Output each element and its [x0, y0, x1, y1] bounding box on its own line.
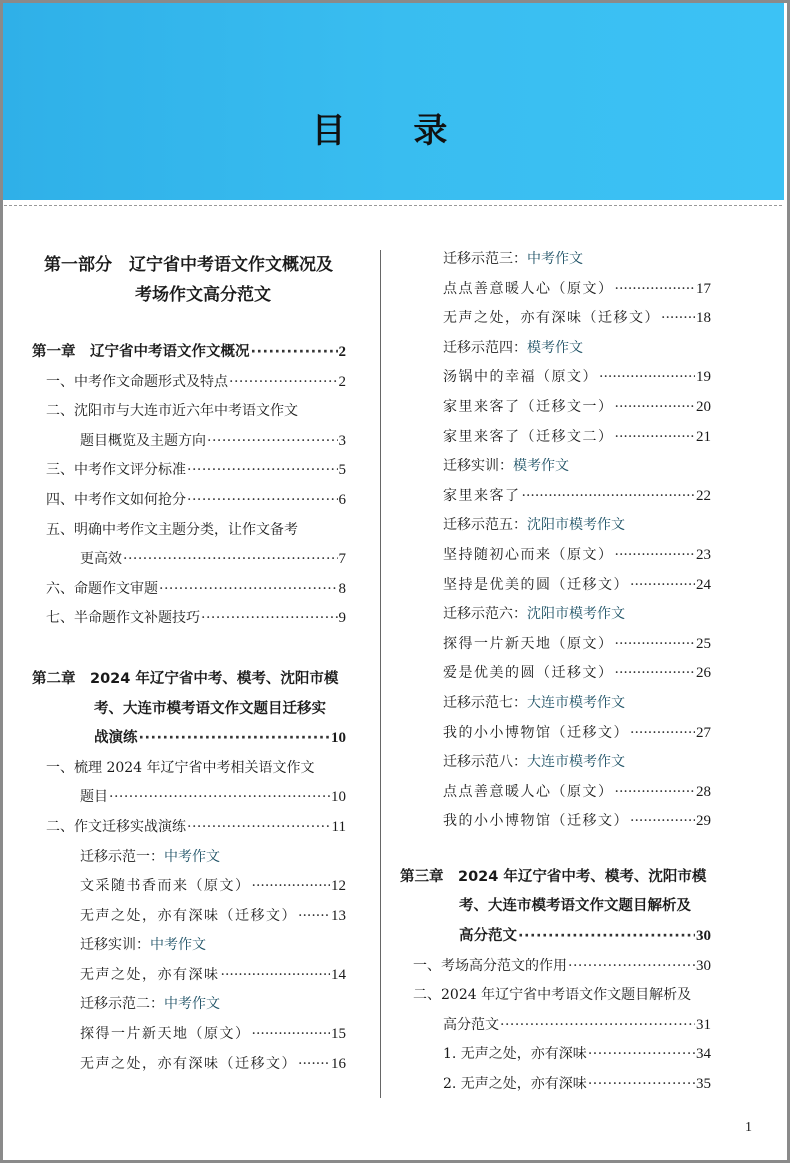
toc-entry-label — [443, 748, 625, 778]
toc-page-number: 10 — [331, 789, 346, 806]
toc-page-number: 9 — [338, 610, 346, 627]
toc-entry[interactable] — [32, 604, 346, 634]
toc-section-heading — [400, 600, 711, 630]
toc-entry[interactable] — [32, 1020, 346, 1050]
toc-entry-label: 无声之处，亦有深味（迁移文） — [80, 1055, 297, 1072]
dot-leader — [615, 393, 696, 423]
dot-leader — [298, 902, 330, 932]
dot-leader — [159, 575, 338, 605]
dot-leader — [251, 338, 338, 368]
dot-leader — [518, 922, 695, 952]
toc-page-number: 15 — [331, 1026, 346, 1043]
dot-leader — [201, 604, 338, 634]
toc-page-number: 8 — [338, 580, 346, 597]
dot-leader — [252, 872, 331, 902]
toc-page-number: 13 — [331, 907, 346, 924]
toc-page-number: 31 — [696, 1016, 711, 1033]
toc-page-number: 34 — [696, 1046, 711, 1063]
toc-entry-label: 考、大连市模考语文作文题目迁移实 — [94, 700, 326, 717]
dot-leader — [588, 1040, 695, 1070]
toc-section-title: 沈阳市模考作文 — [527, 517, 625, 534]
toc-section-prefix: 迁移示范八： — [443, 754, 527, 771]
toc-entry[interactable] — [32, 872, 346, 902]
toc-entry-label: 我的小小博物馆（迁移文） — [443, 724, 629, 741]
dot-leader — [630, 719, 695, 749]
toc-entry-label — [443, 600, 625, 630]
toc-part-heading — [32, 250, 346, 280]
toc-entry-label: 无声之处，亦有深味 — [80, 966, 220, 983]
toc-entry[interactable] — [32, 961, 346, 991]
page-number: 1 — [745, 1120, 752, 1135]
dot-leader — [568, 952, 695, 982]
toc-section-title: 模考作文 — [513, 458, 569, 475]
toc-entry[interactable] — [400, 659, 711, 689]
toc-left-column — [32, 250, 346, 1079]
toc-entry-label: 文采随书香而来（原文） — [80, 878, 251, 895]
toc-section-prefix: 迁移示范四： — [443, 339, 527, 356]
toc-section-title: 中考作文 — [150, 937, 206, 954]
toc-page-number: 18 — [696, 310, 711, 327]
dot-leader — [123, 545, 338, 575]
dot-leader — [615, 275, 696, 305]
toc-page-number: 30 — [696, 928, 711, 945]
toc-page-number: 10 — [331, 730, 346, 747]
column-divider — [380, 250, 381, 1098]
toc-page-number: 22 — [696, 487, 711, 504]
toc-entry[interactable] — [400, 363, 711, 393]
toc-entry — [400, 863, 711, 893]
toc-entry[interactable] — [32, 575, 346, 605]
toc-page-number: 35 — [696, 1076, 711, 1093]
toc-entry — [32, 665, 346, 695]
toc-section-title: 沈阳市模考作文 — [527, 606, 625, 623]
toc-entry-label: 家里来客了（迁移文二） — [443, 428, 614, 445]
toc-entry[interactable] — [400, 541, 711, 571]
toc-entry[interactable] — [400, 393, 711, 423]
toc-section-prefix: 迁移示范六： — [443, 606, 527, 623]
dashed-divider — [4, 205, 782, 206]
toc-section-heading — [32, 843, 346, 873]
toc-entry-label: 六、命题作文审题 — [46, 580, 158, 597]
dot-leader — [615, 778, 696, 808]
toc-entry-label: 二、作文迁移实战演练 — [46, 818, 186, 835]
toc-page-number: 5 — [338, 462, 346, 479]
dot-leader — [588, 1070, 695, 1100]
toc-entry-label: 1. 无声之处，亦有深味 — [443, 1046, 587, 1063]
toc-entry-label — [80, 843, 220, 873]
toc-entry[interactable] — [400, 952, 711, 982]
toc-entry-label: 2. 无声之处，亦有深味 — [443, 1076, 587, 1093]
toc-entry-label: 坚持随初心而来（原文） — [443, 546, 614, 563]
toc-section-heading — [400, 452, 711, 482]
page-title: 目 录 — [311, 111, 476, 151]
toc-entry-label — [443, 452, 569, 482]
dot-leader — [615, 630, 696, 660]
dot-leader — [207, 427, 338, 457]
dot-leader — [615, 423, 696, 453]
toc-entry-label: 无声之处，亦有深味（迁移文） — [443, 310, 660, 327]
toc-entry-label — [80, 990, 220, 1020]
toc-entry — [32, 397, 346, 427]
toc-page-number: 16 — [331, 1055, 346, 1072]
toc-page-number: 23 — [696, 546, 711, 563]
toc-page-number: 2 — [338, 344, 346, 360]
toc-entry — [32, 754, 346, 784]
toc-entry[interactable] — [400, 275, 711, 305]
dot-leader — [630, 571, 695, 601]
toc-entry-label: 二、沈阳市与大连市近六年中考语文作文 — [46, 403, 298, 420]
toc-section-prefix: 迁移示范三： — [443, 251, 527, 267]
toc-entry[interactable] — [400, 423, 711, 453]
toc-entry[interactable] — [32, 545, 346, 575]
toc-entry[interactable] — [32, 368, 346, 398]
toc-entry-label: 第一章 辽宁省中考语文作文概况 — [32, 344, 250, 360]
toc-page-number: 6 — [338, 491, 346, 508]
toc-entry[interactable] — [32, 1050, 346, 1080]
toc-section-heading — [400, 245, 711, 275]
dot-leader — [661, 304, 695, 334]
toc-section-prefix: 迁移示范七： — [443, 694, 527, 711]
toc-page-number: 2 — [338, 373, 346, 390]
toc-section-title: 中考作文 — [164, 848, 220, 865]
toc-page-number: 30 — [696, 957, 711, 974]
toc-entry-label — [443, 245, 583, 275]
dot-leader — [500, 1011, 695, 1041]
toc-page-number: 29 — [696, 813, 711, 830]
toc-entry[interactable] — [400, 482, 711, 512]
toc-entry — [400, 892, 711, 922]
toc-entry[interactable] — [400, 630, 711, 660]
toc-entry[interactable] — [32, 338, 346, 368]
toc-entry-label: 高分范文 — [443, 1016, 499, 1033]
toc-entry-label: 第一部分 辽宁省中考语文作文概况及 — [44, 255, 333, 275]
toc-entry-label: 题目概览及主题方向 — [80, 432, 206, 449]
toc-entry-label: 考场作文高分范文 — [135, 285, 271, 305]
toc-entry-label: 家里来客了 — [443, 487, 521, 504]
toc-entry[interactable] — [32, 486, 346, 516]
toc-entry-label: 更高效 — [80, 551, 122, 568]
toc-section-title: 大连市模考作文 — [527, 694, 625, 711]
toc-section-heading — [32, 990, 346, 1020]
dot-leader — [252, 1020, 331, 1050]
toc-section-prefix: 迁移实训： — [80, 937, 150, 954]
toc-entry[interactable] — [400, 922, 711, 952]
dot-leader — [187, 486, 338, 516]
toc-page-number: 11 — [331, 818, 346, 835]
toc-section-prefix: 迁移示范二： — [80, 996, 164, 1013]
toc-entry-label: 点点善意暖人心（原文） — [443, 783, 614, 800]
toc-entry — [32, 695, 346, 725]
toc-page-number: 26 — [696, 665, 711, 682]
toc-page-number: 28 — [696, 783, 711, 800]
toc-page-number: 20 — [696, 398, 711, 415]
toc-entry-label: 题目 — [80, 789, 108, 806]
toc-entry-label: 一、梳理 2024 年辽宁省中考相关语文作文 — [46, 759, 315, 776]
toc-entry-label: 四、中考作文如何抢分 — [46, 491, 186, 508]
toc-entry[interactable] — [32, 427, 346, 457]
toc-entry[interactable] — [400, 807, 711, 837]
toc-page-number: 21 — [696, 428, 711, 445]
toc-section-heading — [400, 689, 711, 719]
toc-page-number: 17 — [696, 280, 711, 297]
toc-entry-label: 探得一片新天地（原文） — [80, 1026, 251, 1043]
toc-section-prefix: 迁移实训： — [443, 458, 513, 475]
toc-entry[interactable] — [400, 719, 711, 749]
dot-leader — [187, 456, 338, 486]
dot-leader — [139, 724, 331, 754]
toc-entry-label: 战演练 — [94, 730, 138, 747]
toc-entry-label: 探得一片新天地（原文） — [443, 635, 614, 652]
toc-entry[interactable] — [32, 456, 346, 486]
toc-entry-label: 点点善意暖人心（原文） — [443, 280, 614, 297]
toc-entry-label: 我的小小博物馆（迁移文） — [443, 813, 629, 830]
toc-entry[interactable] — [32, 902, 346, 932]
toc-entry-label: 五、明确中考作文主题分类，让作文备考 — [46, 521, 298, 538]
toc-right-column — [400, 245, 711, 1100]
toc-entry-label — [443, 334, 583, 364]
toc-entry[interactable] — [400, 778, 711, 808]
dot-leader — [298, 1050, 330, 1080]
toc-entry[interactable] — [32, 813, 346, 843]
toc-section-title: 中考作文 — [527, 251, 583, 267]
toc-entry-label: 一、考场高分范文的作用 — [413, 957, 567, 974]
toc-entry[interactable] — [400, 1011, 711, 1041]
toc-entry-label — [443, 511, 625, 541]
toc-section-heading — [400, 334, 711, 364]
toc-page-number: 24 — [696, 576, 711, 593]
toc-entry-label — [443, 689, 625, 719]
dot-leader — [615, 541, 696, 571]
toc-entry-label: 家里来客了（迁移文一） — [443, 398, 614, 415]
dot-leader — [109, 783, 330, 813]
toc-section-title: 模考作文 — [527, 339, 583, 356]
toc-section-heading — [400, 748, 711, 778]
toc-section-prefix: 迁移示范五： — [443, 517, 527, 534]
toc-part-heading — [32, 280, 346, 310]
toc-entry-label: 第二章 2024 年辽宁省中考、模考、沈阳市模 — [32, 670, 339, 687]
toc-entry-label: 考、大连市模考语文作文题目解析及 — [459, 898, 691, 915]
toc-section-title: 中考作文 — [164, 996, 220, 1013]
toc-page-number: 19 — [696, 369, 711, 386]
dot-leader — [522, 482, 696, 512]
toc-entry[interactable] — [400, 1040, 711, 1070]
dot-leader — [229, 368, 338, 398]
toc-entry-label: 七、半命题作文补题技巧 — [46, 610, 200, 627]
toc-entry[interactable] — [400, 304, 711, 334]
toc-entry-label: 第三章 2024 年辽宁省中考、模考、沈阳市模 — [400, 868, 707, 885]
toc-entry-label: 一、中考作文命题形式及特点 — [46, 373, 228, 390]
dot-leader — [615, 659, 696, 689]
toc-page-number: 27 — [696, 724, 711, 741]
toc-page-number: 3 — [338, 432, 346, 449]
toc-page-number: 12 — [331, 878, 346, 895]
toc-entry — [32, 516, 346, 546]
toc-entry[interactable] — [400, 571, 711, 601]
toc-entry-label: 汤锅中的幸福（原文） — [443, 369, 598, 386]
toc-section-title: 大连市模考作文 — [527, 754, 625, 771]
toc-entry-label: 爱是优美的圆（迁移文） — [443, 665, 614, 682]
toc-entry-label: 三、中考作文评分标准 — [46, 462, 186, 479]
toc-entry-label: 二、2024 年辽宁省中考语文作文题目解析及 — [413, 987, 692, 1004]
contents-header-band — [3, 3, 784, 200]
toc-section-heading — [32, 931, 346, 961]
toc-section-prefix: 迁移示范一： — [80, 848, 164, 865]
toc-page-number: 7 — [338, 551, 346, 568]
toc-section-heading — [400, 511, 711, 541]
toc-entry-label: 高分范文 — [459, 928, 517, 945]
toc-entry-label: 坚持是优美的圆（迁移文） — [443, 576, 629, 593]
dot-leader — [630, 807, 695, 837]
toc-entry[interactable] — [400, 1070, 711, 1100]
dot-leader — [187, 813, 331, 843]
toc-page-number: 14 — [331, 966, 346, 983]
dot-leader — [221, 961, 331, 991]
toc-entry-label: 无声之处，亦有深味（迁移文） — [80, 907, 297, 924]
dot-leader — [599, 363, 695, 393]
toc-entry-label — [80, 931, 206, 961]
toc-page-number: 25 — [696, 635, 711, 652]
toc-entry — [400, 981, 711, 1011]
toc-entry[interactable] — [32, 724, 346, 754]
toc-entry[interactable] — [32, 783, 346, 813]
